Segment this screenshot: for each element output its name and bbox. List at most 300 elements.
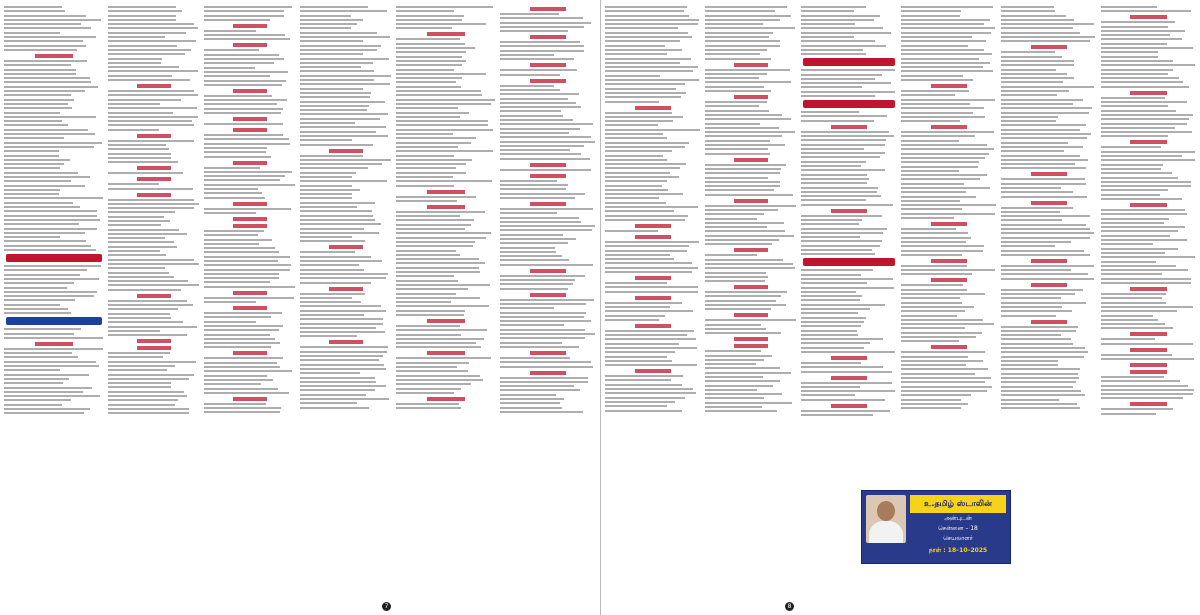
section-heading-bar — [831, 209, 867, 213]
text-line — [801, 308, 870, 310]
text-line — [605, 271, 692, 273]
text-line — [4, 23, 81, 25]
text-line — [204, 312, 282, 314]
text-line — [1001, 40, 1090, 42]
text-line — [801, 390, 895, 392]
text-line — [605, 286, 698, 288]
text-line — [396, 163, 466, 165]
text-line — [901, 144, 987, 146]
text-line — [108, 211, 175, 213]
text-line — [1001, 269, 1071, 271]
text-line — [4, 249, 96, 251]
section-heading-bar — [831, 125, 867, 129]
text-line — [108, 157, 171, 159]
text-line — [605, 92, 686, 94]
text-line — [204, 264, 291, 266]
section-heading-bar — [233, 202, 268, 206]
text-line — [108, 229, 179, 231]
text-line — [1101, 323, 1165, 325]
text-line — [801, 274, 861, 276]
text-line — [901, 360, 983, 362]
section-heading-bar — [137, 177, 172, 181]
text-line — [4, 77, 90, 79]
text-line — [605, 10, 684, 12]
text-line — [300, 407, 369, 409]
text-line — [300, 335, 357, 337]
text-line — [4, 219, 100, 221]
text-line — [396, 357, 491, 359]
text-line — [705, 36, 769, 38]
text-line — [204, 370, 292, 372]
text-line — [1001, 399, 1059, 401]
text-line — [108, 382, 171, 384]
text-line — [204, 286, 295, 288]
section-heading-bar — [635, 324, 671, 328]
text-line — [108, 36, 165, 38]
text-line — [1001, 351, 1088, 353]
section-heading-bar — [35, 54, 73, 58]
text-line — [108, 263, 199, 265]
section-heading-bar — [137, 134, 172, 138]
text-line — [901, 58, 979, 60]
text-line — [705, 101, 767, 103]
text-line — [300, 372, 360, 374]
section-heading-bar — [931, 259, 967, 263]
section-heading-bar — [635, 224, 671, 228]
text-line — [500, 357, 570, 359]
text-line — [300, 314, 364, 316]
left-column-1 — [4, 4, 104, 604]
text-line — [705, 69, 790, 71]
text-line — [396, 211, 485, 213]
text-line — [204, 411, 280, 413]
text-line — [901, 254, 962, 256]
text-line — [1101, 47, 1193, 49]
text-line — [901, 120, 960, 122]
text-line — [108, 58, 162, 60]
text-line — [1001, 211, 1060, 213]
text-line — [1101, 209, 1185, 211]
text-line — [705, 397, 764, 399]
text-line — [605, 189, 668, 191]
text-line — [1001, 377, 1079, 379]
signature-notice — [861, 490, 1011, 564]
text-line — [1101, 230, 1178, 232]
text-line — [605, 137, 667, 139]
section-heading-bar — [233, 217, 268, 221]
text-line — [4, 312, 71, 314]
text-line — [500, 30, 568, 32]
text-line — [801, 95, 875, 97]
text-line — [500, 188, 566, 190]
text-line — [204, 49, 259, 51]
text-line — [4, 150, 59, 152]
text-line — [204, 281, 270, 283]
text-line — [1001, 306, 1062, 308]
text-line — [801, 78, 875, 80]
text-line — [801, 338, 883, 340]
text-line — [801, 249, 872, 251]
section-heading-bar — [233, 161, 268, 165]
text-line — [1101, 151, 1195, 153]
text-line — [705, 406, 762, 408]
text-line — [4, 395, 100, 397]
text-line — [605, 155, 663, 157]
text-line — [605, 88, 676, 90]
text-line — [705, 53, 760, 55]
text-line — [605, 397, 685, 399]
text-line — [1101, 235, 1170, 237]
text-line — [396, 262, 485, 264]
text-line — [605, 32, 688, 34]
notice-location: சென்னை – 18 — [938, 525, 978, 532]
text-line — [204, 192, 262, 194]
text-line — [396, 60, 466, 62]
text-line — [801, 53, 866, 55]
text-line — [901, 351, 985, 353]
text-line — [300, 323, 383, 325]
text-line — [300, 49, 377, 51]
text-line — [500, 180, 557, 182]
text-line — [901, 32, 991, 34]
text-line — [4, 240, 86, 242]
text-line — [396, 375, 480, 377]
text-line — [108, 399, 178, 401]
text-line — [1001, 326, 1078, 328]
text-line — [705, 127, 779, 129]
text-line — [4, 269, 87, 271]
text-line — [204, 243, 259, 245]
text-line — [4, 73, 76, 75]
text-line — [4, 202, 73, 204]
text-line — [396, 159, 472, 161]
text-line — [108, 246, 177, 248]
notice-date: நாள் : 18–10–2025 — [928, 547, 988, 554]
text-line — [4, 172, 78, 174]
text-line — [605, 185, 662, 187]
text-line — [108, 233, 187, 235]
text-line — [108, 378, 189, 380]
text-line — [801, 91, 895, 93]
text-line — [605, 254, 670, 256]
text-line — [1101, 265, 1176, 267]
text-line — [204, 379, 273, 381]
text-line — [1101, 376, 1164, 378]
left-column-6 — [500, 4, 596, 604]
text-line — [801, 111, 859, 113]
text-line — [801, 299, 860, 301]
text-line — [901, 10, 961, 12]
text-line — [901, 23, 984, 25]
text-line — [901, 178, 980, 180]
text-line — [1101, 194, 1160, 196]
text-line — [901, 166, 978, 168]
section-heading-bar — [530, 163, 566, 167]
text-line — [396, 407, 461, 409]
text-line — [801, 139, 886, 141]
text-line — [901, 250, 983, 252]
text-line — [396, 284, 490, 286]
text-line — [204, 184, 295, 186]
text-line — [300, 15, 351, 17]
text-line — [605, 215, 688, 217]
text-line — [396, 258, 479, 260]
text-line — [801, 23, 855, 25]
text-line — [396, 271, 480, 273]
text-line — [396, 366, 457, 368]
text-line — [605, 23, 698, 25]
text-line — [705, 153, 770, 155]
text-line — [300, 277, 386, 279]
left-page-number: 7 — [382, 602, 391, 611]
text-line — [108, 49, 191, 51]
text-line — [500, 132, 569, 134]
section-heading-bar — [1130, 348, 1166, 352]
text-line — [901, 49, 984, 51]
text-line — [4, 245, 91, 247]
text-line — [1001, 191, 1073, 193]
text-line — [1001, 343, 1073, 345]
text-line — [500, 153, 581, 155]
text-line — [1001, 250, 1084, 252]
text-line — [4, 32, 60, 34]
text-line — [901, 273, 972, 275]
right-column-2 — [705, 4, 797, 604]
text-line — [108, 284, 199, 286]
text-line — [108, 330, 160, 332]
text-line — [605, 250, 687, 252]
text-line — [108, 75, 172, 77]
text-line — [4, 291, 97, 293]
section-heading-bar — [137, 166, 172, 170]
text-line — [801, 414, 873, 416]
text-line — [605, 163, 686, 165]
text-line — [901, 284, 963, 286]
text-line — [4, 408, 90, 410]
notice-greeting: அன்புடன் — [944, 515, 972, 522]
text-line — [396, 228, 465, 230]
text-line — [605, 101, 659, 103]
text-line — [300, 256, 371, 258]
text-line — [108, 365, 175, 367]
text-line — [801, 321, 864, 323]
text-line — [1101, 269, 1188, 271]
section-heading-bar — [137, 346, 172, 350]
text-line — [4, 94, 71, 96]
section-heading-bar — [233, 128, 268, 132]
text-line — [1101, 131, 1192, 133]
text-line — [500, 149, 570, 151]
text-line — [500, 361, 591, 363]
text-line — [108, 148, 169, 150]
section-heading-bar — [1130, 15, 1166, 19]
text-line — [605, 262, 692, 264]
section-heading-bar — [1130, 332, 1166, 336]
text-line — [108, 224, 161, 226]
text-line — [1101, 393, 1193, 395]
text-line — [705, 168, 781, 170]
text-line — [1001, 254, 1090, 256]
text-line — [4, 365, 99, 367]
text-line — [605, 116, 683, 118]
text-line — [500, 234, 563, 236]
text-line — [705, 209, 778, 211]
text-line — [1001, 178, 1085, 180]
text-line — [1001, 196, 1087, 198]
text-line — [1001, 302, 1086, 304]
text-line — [705, 235, 794, 237]
text-line — [705, 385, 773, 387]
text-line — [1101, 21, 1175, 23]
text-line — [901, 53, 992, 55]
text-line — [300, 36, 390, 38]
left-column-4 — [300, 4, 392, 604]
text-line — [4, 129, 88, 131]
text-line — [605, 79, 699, 81]
text-line — [500, 242, 568, 244]
text-line — [204, 112, 281, 114]
text-line — [108, 203, 199, 205]
text-line — [108, 272, 169, 274]
text-line — [1101, 51, 1158, 53]
text-line — [801, 228, 887, 230]
text-line — [108, 412, 189, 414]
text-line — [108, 220, 170, 222]
text-line — [1001, 6, 1054, 8]
text-line — [1001, 150, 1064, 152]
text-line — [4, 155, 59, 157]
text-line — [801, 10, 854, 12]
text-line — [801, 187, 878, 189]
text-line — [705, 393, 782, 395]
text-line — [300, 193, 352, 195]
text-line — [108, 45, 177, 47]
text-line — [801, 40, 875, 42]
text-line — [204, 403, 266, 405]
text-line — [1101, 302, 1166, 304]
text-line — [4, 185, 85, 187]
text-line — [705, 86, 764, 88]
section-heading-bar — [1130, 363, 1166, 367]
text-line — [1001, 163, 1075, 165]
text-line — [396, 346, 481, 348]
text-line — [300, 180, 387, 182]
text-line — [204, 143, 290, 145]
text-line — [500, 54, 554, 56]
text-line — [901, 327, 965, 329]
text-line — [605, 133, 663, 135]
section-heading-bar — [329, 245, 364, 249]
text-line — [300, 62, 373, 64]
text-line — [500, 158, 590, 160]
text-line — [204, 212, 256, 214]
text-line — [605, 245, 689, 247]
text-line — [396, 267, 479, 269]
text-line — [300, 88, 363, 90]
section-heading-bar — [734, 313, 769, 317]
text-line — [705, 135, 782, 137]
text-line — [705, 15, 791, 17]
text-line — [396, 116, 460, 118]
text-line — [300, 228, 364, 230]
text-line — [801, 282, 867, 284]
text-line — [705, 389, 757, 391]
text-line — [801, 304, 885, 306]
text-line — [901, 332, 982, 334]
section-heading-bar — [635, 276, 671, 280]
section-heading-bar — [530, 293, 566, 297]
text-line — [801, 366, 883, 368]
text-line — [4, 308, 68, 310]
text-line — [901, 323, 994, 325]
text-line — [901, 79, 973, 81]
text-line — [605, 306, 670, 308]
text-line — [605, 45, 665, 47]
text-line — [801, 165, 861, 167]
text-line — [108, 207, 194, 209]
text-line — [300, 215, 373, 217]
text-line — [1001, 23, 1094, 25]
text-line — [901, 208, 962, 210]
text-line — [605, 62, 680, 64]
text-line — [801, 204, 893, 206]
section-heading-bar — [831, 404, 867, 408]
section-heading-bar — [931, 125, 967, 129]
text-line — [1001, 60, 1074, 62]
text-line — [801, 27, 883, 29]
text-line — [4, 210, 97, 212]
section-heading-bar — [530, 35, 566, 39]
text-line — [1001, 159, 1088, 161]
text-line — [901, 131, 994, 133]
text-line — [1001, 390, 1081, 392]
text-line — [300, 331, 385, 333]
text-line — [1101, 146, 1161, 148]
text-line — [705, 402, 792, 404]
text-line — [300, 269, 364, 271]
text-line — [801, 15, 880, 17]
text-line — [4, 348, 103, 350]
text-line — [300, 301, 361, 303]
text-line — [801, 182, 867, 184]
text-line — [901, 237, 971, 239]
text-line — [901, 94, 955, 96]
text-line — [1101, 338, 1155, 340]
text-line — [605, 401, 675, 403]
text-line — [901, 103, 970, 105]
text-line — [1101, 177, 1178, 179]
text-line — [4, 299, 75, 301]
text-line — [396, 94, 482, 96]
text-line — [396, 15, 464, 17]
section-heading-bar — [427, 319, 465, 323]
text-line — [108, 172, 183, 174]
text-line — [204, 95, 272, 97]
text-line — [396, 142, 471, 144]
text-line — [705, 222, 784, 224]
text-line — [705, 23, 763, 25]
text-line — [1001, 386, 1073, 388]
text-line — [396, 112, 469, 114]
text-line — [1001, 228, 1090, 230]
text-line — [1101, 135, 1168, 137]
text-line — [4, 215, 97, 217]
text-line — [705, 185, 780, 187]
text-line — [300, 236, 352, 238]
text-line — [300, 83, 390, 85]
text-line — [1001, 73, 1067, 75]
text-line — [108, 308, 178, 310]
